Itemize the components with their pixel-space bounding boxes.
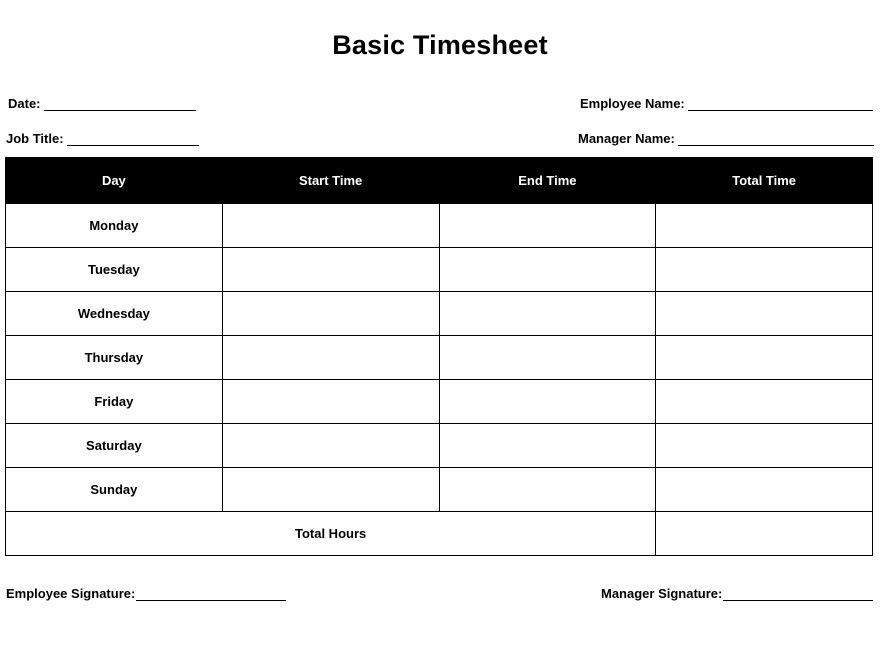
manager-name-field <box>578 131 874 146</box>
start-time-cell[interactable] <box>222 204 439 248</box>
day-cell: Saturday <box>6 424 223 468</box>
job-title-field <box>6 131 199 146</box>
manager-signature-blank-line[interactable] <box>723 590 873 601</box>
end-time-cell[interactable] <box>439 248 656 292</box>
total-time-cell[interactable] <box>656 424 873 468</box>
total-time-cell[interactable] <box>656 292 873 336</box>
day-cell: Friday <box>6 380 223 424</box>
header-day: Day <box>6 158 223 204</box>
day-cell: Thursday <box>6 336 223 380</box>
employee-name-blank-line[interactable] <box>688 100 873 111</box>
start-time-cell[interactable] <box>222 248 439 292</box>
date-field <box>8 96 196 111</box>
employee-signature-field <box>6 586 286 601</box>
start-time-cell[interactable] <box>222 468 439 512</box>
table-row <box>6 380 873 424</box>
table-header-row <box>6 158 873 204</box>
end-time-cell[interactable] <box>439 292 656 336</box>
day-cell: Monday <box>6 204 223 248</box>
date-label: Date: <box>8 96 41 111</box>
page-title: Basic Timesheet <box>332 30 548 60</box>
end-time-cell[interactable] <box>439 468 656 512</box>
total-time-cell[interactable] <box>656 380 873 424</box>
job-title-blank-line[interactable] <box>67 135 199 146</box>
start-time-cell[interactable] <box>222 336 439 380</box>
total-time-cell[interactable] <box>656 204 873 248</box>
start-time-cell[interactable] <box>222 380 439 424</box>
header-end-time: End Time <box>439 158 656 204</box>
date-blank-line[interactable] <box>44 100 196 111</box>
total-time-cell[interactable] <box>656 248 873 292</box>
table-row <box>6 204 873 248</box>
total-hours-row <box>6 512 873 556</box>
table-row <box>6 424 873 468</box>
employee-name-field <box>580 96 873 111</box>
table-row <box>6 336 873 380</box>
day-cell: Wednesday <box>6 292 223 336</box>
employee-name-label: Employee Name: <box>580 96 685 111</box>
timesheet-table <box>5 157 873 556</box>
end-time-cell[interactable] <box>439 204 656 248</box>
table-row <box>6 248 873 292</box>
manager-name-label: Manager Name: <box>578 131 675 146</box>
table-row <box>6 468 873 512</box>
header-start-time: Start Time <box>222 158 439 204</box>
total-time-cell[interactable] <box>656 336 873 380</box>
table-row <box>6 292 873 336</box>
start-time-cell[interactable] <box>222 292 439 336</box>
end-time-cell[interactable] <box>439 336 656 380</box>
manager-signature-field <box>601 586 873 601</box>
manager-name-blank-line[interactable] <box>678 135 874 146</box>
day-cell: Tuesday <box>6 248 223 292</box>
total-hours-label: Total Hours <box>6 512 656 556</box>
total-hours-cell[interactable] <box>656 512 873 556</box>
employee-signature-label: Employee Signature: <box>6 586 136 601</box>
manager-signature-label: Manager Signature: <box>601 586 723 601</box>
start-time-cell[interactable] <box>222 424 439 468</box>
total-time-cell[interactable] <box>656 468 873 512</box>
employee-signature-blank-line[interactable] <box>136 590 286 601</box>
day-cell: Sunday <box>6 468 223 512</box>
end-time-cell[interactable] <box>439 380 656 424</box>
header-total-time: Total Time <box>656 158 873 204</box>
job-title-label: Job Title: <box>6 131 64 146</box>
end-time-cell[interactable] <box>439 424 656 468</box>
